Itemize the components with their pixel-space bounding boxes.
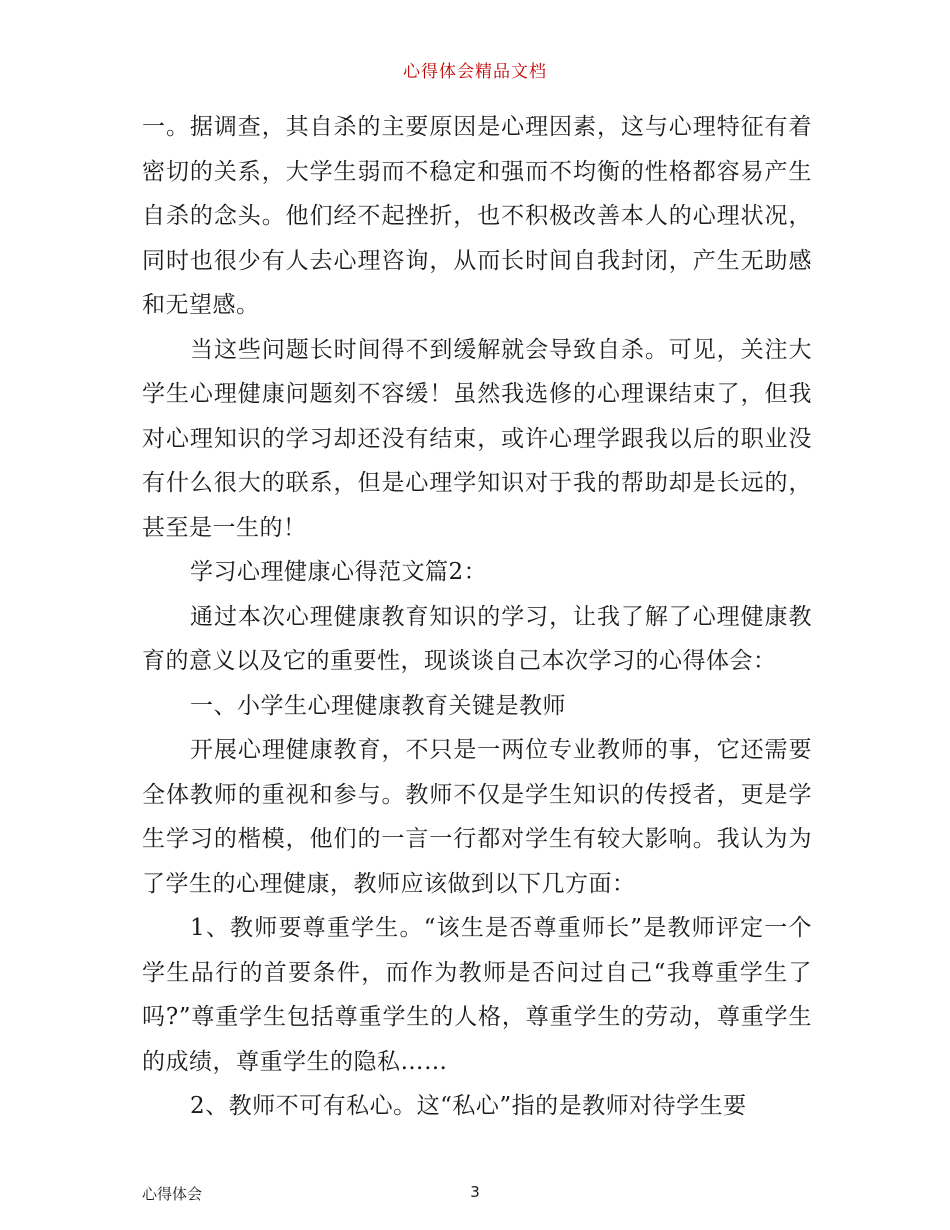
paragraph-teacher-role: 开展心理健康教育，不只是一两位专业教师的事，它还需要全体教师的重视和参与。教师不仅是学生知识的传授者，更是学生学习的楷模，他们的一言一行都对学生有较大影响。我认为为了学生的心理健康，教师应该做到以下几方面： (142, 737, 812, 897)
footer-label: 心得体会 (142, 1185, 203, 1203)
list-item-respect-students: 1、教师要尊重学生。“该生是否尊重师长”是教师评定一个学生品行的首要条件，而作为教师是否问过自己“我尊重学生了吗?”尊重学生包括尊重学生的人格，尊重学生的劳动，尊重学生的成绩，尊重学生的隐私…… (142, 915, 812, 1075)
paragraph-suicide-causes: 一。据调查，其自杀的主要原因是心理因素，这与心理特征有着密切的关系，大学生弱而不稳定和强而不均衡的性格都容易产生自杀的念头。他们经不起挫折，也不积极改善本人的心理状况，同时也很少有人去心理咨询，从而长时间自我封闭，产生无助感和无望感。 (142, 114, 812, 318)
subheading-teacher-key: 一、小学生心理健康教育关键是教师 (190, 692, 566, 719)
section-heading-essay-2: 学习心理健康心得范文篇2： (190, 559, 488, 585)
document-header-title: 心得体会精品文档 (403, 62, 547, 82)
document-body (142, 105, 812, 1129)
list-item-no-selfishness: 2、教师不可有私心。这“私心”指的是教师对待学生要 (190, 1093, 747, 1119)
paragraph-conclusion: 当这些问题长时间得不到缓解就会导致自杀。可见，关注大学生心理健康问题刻不容缓！虽然我选修的心理课结束了，但我对心理知识的学习却还没有结束，或许心理学跟我以后的职业没有什么很大的联系，但是心理学知识对于我的帮助却是长远的，甚至是一生的！ (142, 336, 812, 541)
page-number: 3 (470, 1183, 480, 1201)
paragraph-intro: 通过本次心理健康教育知识的学习，让我了解了心理健康教育的意义以及它的重要性，现谈谈自己本次学习的心得体会： (142, 603, 812, 674)
